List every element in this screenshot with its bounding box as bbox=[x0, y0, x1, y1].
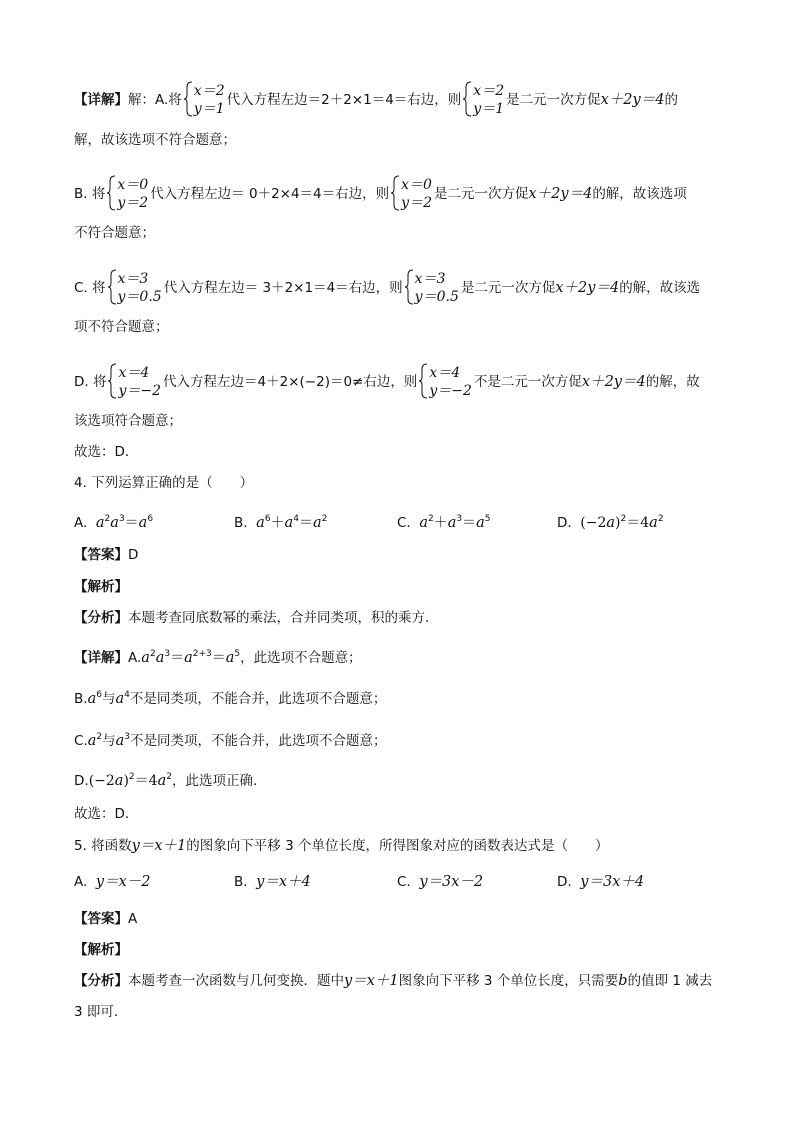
q4-detail-b: $B.a^6$与$a^4$不是同类项，不能合并，此选项不合题意； bbox=[74, 690, 387, 707]
q4-jiexi-label: 【解析】 bbox=[74, 579, 128, 595]
q4-answer: 【答案】D bbox=[74, 547, 139, 563]
q3-detail-line-8: 该选项符合题意； bbox=[74, 413, 182, 429]
q4-analysis: 【分析】本题考查同底数幂的乘法，合并同类项，积的乘方． bbox=[74, 610, 439, 626]
system-b-repeat: x＝0 y＝2 bbox=[391, 176, 432, 212]
q5-option-c: C. y＝3x－2 bbox=[397, 874, 484, 890]
q5-jiexi-label: 【解析】 bbox=[74, 942, 128, 958]
q5-answer: 【答案】A bbox=[74, 911, 138, 927]
q3-detail-line-4: 不符合题意； bbox=[74, 225, 155, 241]
q4-detail-d: $D.(-2a)^2=4a^2$，此选项正确． bbox=[74, 772, 267, 789]
q5-option-d: D. y＝3x＋4 bbox=[557, 874, 645, 890]
q4-option-a: A. $a^2a^3=a^6$ bbox=[74, 514, 154, 531]
q4-detail-a: 【详解】$A.a^2a^3=a^{2+3}=a^5$，此选项不合题意； bbox=[74, 649, 362, 666]
q5-option-a: A. y＝x－2 bbox=[74, 874, 151, 890]
q4-stem: 4. 下列运算正确的是（ ） bbox=[74, 475, 254, 491]
q4-option-b: B. $a^6+a^4=a^2$ bbox=[234, 514, 328, 531]
q4-choose: 故选：D． bbox=[74, 806, 139, 822]
q3-detail-line-5: C. 将 x＝3 y＝0.5 代入方程左边＝ 3＋2×1＝4＝右边，则 x＝3 y＝0.5 是二元一次方促x＋2y＝4的解，故该选 bbox=[74, 271, 701, 305]
q5-analysis-line-2: 3 即可． bbox=[74, 1004, 128, 1020]
system-c: x＝3 y＝0.5 bbox=[108, 270, 162, 306]
q4-option-c: C. $a^2+a^3=a^5$ bbox=[397, 514, 491, 531]
q3-detail-line-7: D. 将 x＝4 y＝−2 代入方程左边＝4＋2×(−2)＝0≠右边，则 x＝4 y＝−2 不是二元一次方促x＋2y＝4的解，故 bbox=[74, 365, 700, 399]
q5-option-b: B. y＝x＋4 bbox=[234, 874, 311, 890]
q3-detail-line-1: 【详解】解：A.将 x＝2 y＝1 代入方程左边＝2＋2×1＝4＝右边，则 x＝2 y＝1 是二元一次方促x＋2y＝4的 bbox=[74, 83, 678, 117]
q3-detail-line-6: 项不符合题意； bbox=[74, 319, 169, 335]
q3-detail-line-2: 解，故该选项不符合题意； bbox=[74, 132, 236, 148]
system-b: x＝0 y＝2 bbox=[107, 176, 148, 212]
q4-option-d: D. $(-2a)^2=4a^2$ bbox=[557, 514, 664, 531]
system-d-repeat: x＝4 y＝−2 bbox=[419, 364, 472, 400]
system-d: x＝4 y＝−2 bbox=[108, 364, 161, 400]
q3-choose: 故选：D． bbox=[74, 444, 139, 460]
detail-label: 【详解】 bbox=[74, 92, 128, 108]
system-a: x＝2 y＝1 bbox=[184, 82, 225, 118]
q3-detail-line-3: B. 将 x＝0 y＝2 代入方程左边＝ 0＋2×4＝4＝右边，则 x＝0 y＝2 是二元一次方促x＋2y＝4的解，故该选项 bbox=[74, 177, 687, 211]
q5-analysis-line-1: 【分析】本题考查一次函数与几何变换．题中y＝x＋1图象向下平移 3 个单位长度，只需要b的值即 1 减去 bbox=[74, 973, 713, 989]
system-c-repeat: x＝3 y＝0.5 bbox=[405, 270, 459, 306]
system-a-repeat: x＝2 y＝1 bbox=[463, 82, 504, 118]
q4-detail-c: $C.a^2$与$a^3$不是同类项，不能合并，此选项不合题意； bbox=[74, 732, 387, 749]
q5-stem: 5. 将函数y＝x＋1的图象向下平移 3 个单位长度，所得图象对应的函数表达式是（ ） bbox=[74, 838, 609, 854]
